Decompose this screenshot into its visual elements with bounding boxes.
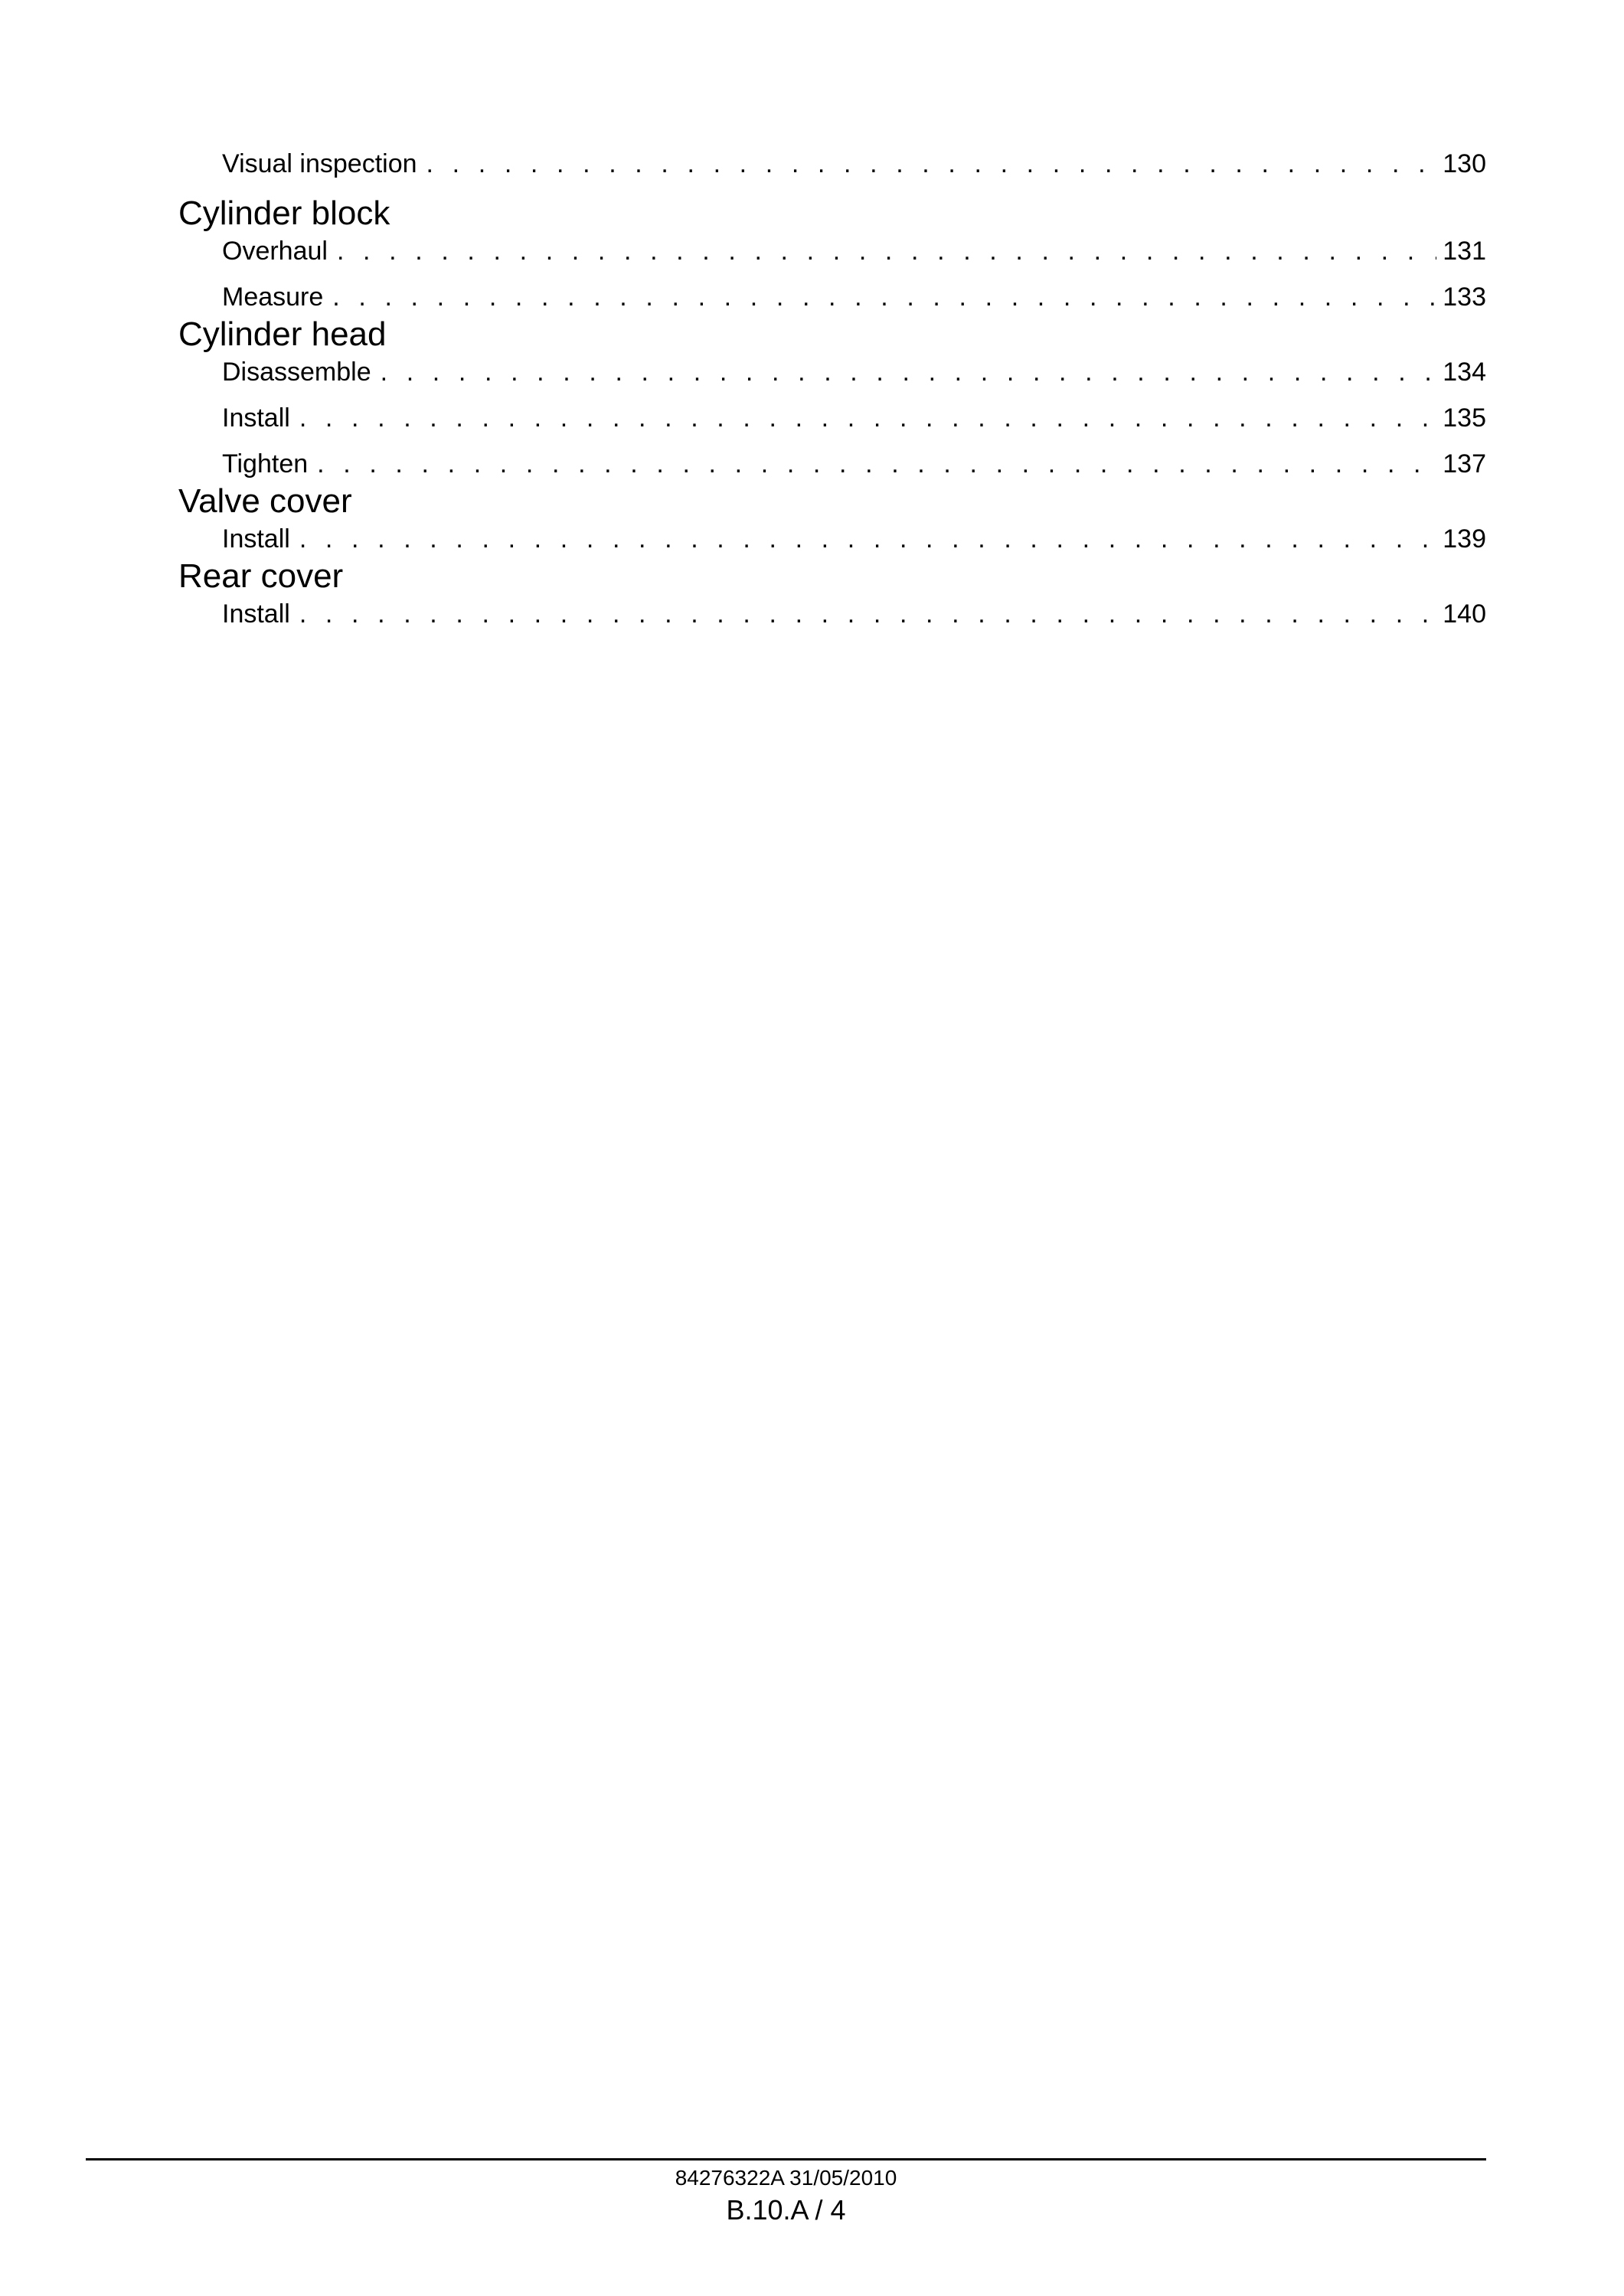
toc-entry-label: Measure bbox=[222, 283, 324, 312]
toc-entry-label: Overhaul bbox=[222, 237, 328, 266]
toc-entry-page: 133 bbox=[1443, 283, 1486, 312]
toc-entry-label: Disassemble bbox=[222, 358, 371, 387]
toc-entry-page: 140 bbox=[1443, 599, 1486, 629]
toc-entry-page: 130 bbox=[1443, 149, 1486, 178]
dot-leader bbox=[299, 597, 1436, 631]
dot-leader bbox=[317, 447, 1436, 481]
section-title-rear-cover: Rear cover bbox=[178, 557, 344, 595]
toc-entry-label: Visual inspection bbox=[222, 149, 417, 178]
toc-entry-measure[interactable] bbox=[222, 280, 1486, 314]
toc-entry-tighten[interactable] bbox=[222, 447, 1486, 481]
toc-entry-page: 131 bbox=[1443, 237, 1486, 266]
toc-entry-visual-inspection[interactable] bbox=[222, 147, 1486, 181]
toc-entry-label: Install bbox=[222, 403, 290, 433]
toc-entry-page: 135 bbox=[1443, 403, 1486, 433]
section-title-valve-cover: Valve cover bbox=[178, 482, 352, 520]
toc-entry-install[interactable] bbox=[222, 597, 1486, 631]
footer-document-ref: 84276322A 31/05/2010 bbox=[675, 2166, 897, 2190]
dot-leader bbox=[426, 147, 1437, 181]
footer-rule bbox=[86, 2158, 1486, 2160]
dot-leader bbox=[381, 355, 1437, 389]
toc-entry-label: Install bbox=[222, 599, 290, 629]
toc-entry-install[interactable] bbox=[222, 401, 1486, 435]
table-of-contents bbox=[178, 147, 1486, 631]
toc-entry-label: Install bbox=[222, 524, 290, 554]
toc-entry-page: 139 bbox=[1443, 524, 1486, 554]
dot-leader bbox=[337, 234, 1436, 268]
toc-entry-overhaul[interactable] bbox=[222, 234, 1486, 268]
toc-entry-install[interactable] bbox=[222, 522, 1486, 556]
dot-leader bbox=[299, 522, 1436, 556]
footer-page-ref: B.10.A / 4 bbox=[726, 2194, 846, 2226]
toc-entry-label: Tighten bbox=[222, 449, 309, 478]
dot-leader bbox=[299, 401, 1436, 435]
toc-entry-disassemble[interactable] bbox=[222, 355, 1486, 389]
section-title-cylinder-block: Cylinder block bbox=[178, 194, 390, 232]
dot-leader bbox=[332, 280, 1436, 314]
section-title-cylinder-head: Cylinder head bbox=[178, 315, 387, 353]
toc-entry-page: 134 bbox=[1443, 358, 1486, 387]
toc-entry-page: 137 bbox=[1443, 449, 1486, 478]
